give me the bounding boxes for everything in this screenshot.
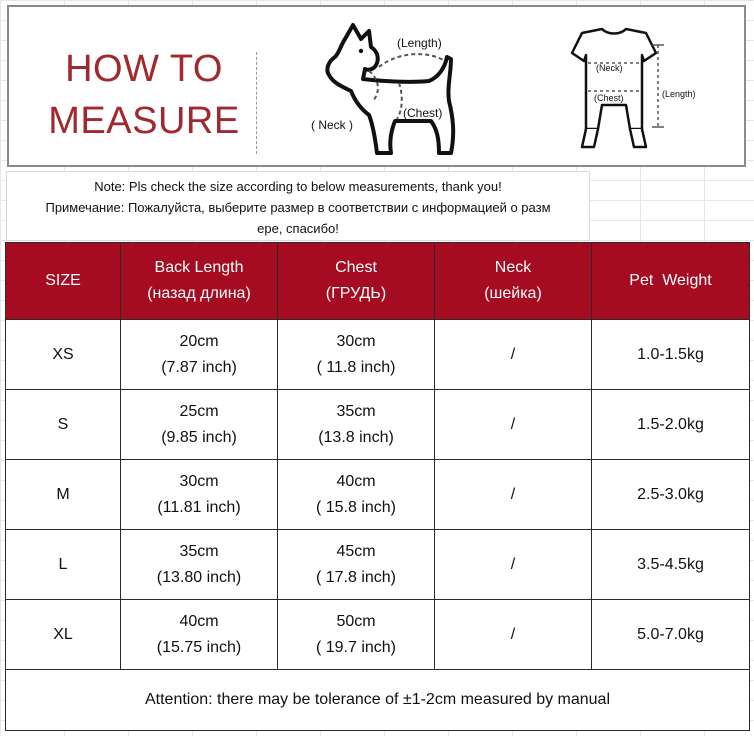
cell-neck: / — [435, 530, 592, 600]
header-back-length: Back Length (назад длина) — [121, 243, 278, 320]
title-line-2: MEASURE — [48, 100, 240, 142]
cell-weight: 1.5-2.0kg — [592, 390, 750, 460]
dog-length-label: (Length) — [397, 36, 442, 50]
cell-back-length: 30cm (11.81 inch) — [121, 460, 278, 530]
title-line-1: HOW TO — [65, 48, 223, 90]
cell-size: S — [6, 390, 121, 460]
cell-chest: 30cm ( 11.8 inch) — [278, 320, 435, 390]
size-chart-table — [5, 242, 750, 731]
cell-weight: 2.5-3.0kg — [592, 460, 750, 530]
header-chest: Chest (ГРУДЬ) — [278, 243, 435, 320]
note-line-russian: Примечание: Пожалуйста, выберите размер в соответствии с информацией о разм — [45, 200, 551, 215]
cell-chest: 45cm ( 17.8 inch) — [278, 530, 435, 600]
header-size: SIZE — [6, 243, 121, 320]
table-row — [6, 600, 750, 670]
cell-chest: 50cm ( 19.7 inch) — [278, 600, 435, 670]
table-row — [6, 320, 750, 390]
tolerance-note: Attention: there may be tolerance of ±1-2cm measured by manual — [6, 670, 750, 731]
dog-neck-label: ( Neck ) — [311, 118, 353, 132]
header-neck: Neck (шейка) — [435, 243, 592, 320]
dog-chest-label: (Chest) — [403, 106, 443, 120]
cell-weight: 3.5-4.5kg — [592, 530, 750, 600]
header-pet-weight: Pet Weight — [592, 243, 750, 320]
cell-back-length: 20cm (7.87 inch) — [121, 320, 278, 390]
how-to-measure-banner — [7, 5, 746, 167]
cell-size: XS — [6, 320, 121, 390]
table-header-row — [6, 243, 750, 320]
cell-size: M — [6, 460, 121, 530]
cell-size: XL — [6, 600, 121, 670]
cell-back-length: 40cm (15.75 inch) — [121, 600, 278, 670]
note-line-english: Note: Pls check the size according to below measurements, thank you! — [94, 179, 502, 194]
table-footer-row — [6, 670, 750, 731]
table-row — [6, 530, 750, 600]
dog-measure-icon — [299, 17, 499, 167]
how-to-measure-title — [39, 43, 249, 147]
coat-chest-label: (Chest) — [594, 93, 624, 103]
cell-weight: 5.0-7.0kg — [592, 600, 750, 670]
coat-length-label: (Length) — [662, 89, 696, 99]
size-note — [6, 171, 590, 241]
coat-measure-icon — [534, 19, 724, 159]
cell-chest: 40cm ( 15.8 inch) — [278, 460, 435, 530]
cell-back-length: 25cm (9.85 inch) — [121, 390, 278, 460]
coat-neck-label: (Neck) — [596, 63, 623, 73]
cell-neck: / — [435, 460, 592, 530]
table-row — [6, 390, 750, 460]
note-line-russian-cont: ере, спасибо! — [257, 221, 339, 236]
cell-neck: / — [435, 600, 592, 670]
cell-size: L — [6, 530, 121, 600]
cell-weight: 1.0-1.5kg — [592, 320, 750, 390]
banner-divider — [256, 52, 257, 154]
cell-neck: / — [435, 320, 592, 390]
cell-neck: / — [435, 390, 592, 460]
cell-back-length: 35cm (13.80 inch) — [121, 530, 278, 600]
table-row — [6, 460, 750, 530]
cell-chest: 35cm (13.8 inch) — [278, 390, 435, 460]
